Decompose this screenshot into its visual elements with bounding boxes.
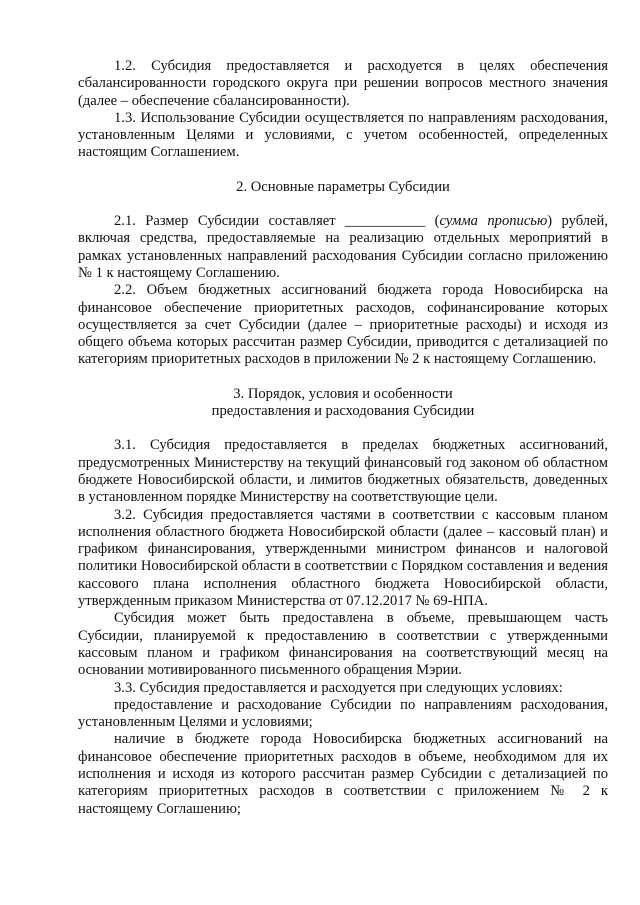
paragraph-1-2: 1.2. Субсидия предоставляется и расходуется в целях обеспечения сбалансированности городского округа при решении вопросов местного значения (далее – обеспечение сбалансированности). [78,58,608,109]
paragraph-2-1 [78,213,608,282]
paragraph-3-1: 3.1. Субсидия предоставляется в пределах бюджетных ассигнований, предусмотренных Министерству на текущий финансовый год законом об областном бюджете Новосибирской области, и лимитов бюджетных обязательств, доведенных в установленном порядке Министерству на соответствующие цели. [78,437,608,506]
paragraph-3-2-b: Субсидия может быть предоставлена в объеме, превышающем часть Субсидии, планируемой к предоставлению в соответствии с утвержденными кассовым планом и графиком финансирования на соответствующий месяц на основании мотивированного письменного обращения Мэрии. [78,610,608,679]
paragraph-3-3-b: наличие в бюджете города Новосибирска бюджетных ассигнований на финансовое обеспечение приоритетных расходов в объеме, необходимом для их исполнения и исходя из которого рассчитан размер Субсидии с детализацией по категориям приоритетных расходов в соответствии с приложением № 2 к настоящему Соглашению; [78,731,608,817]
section-heading-3-line1: 3. Порядок, условия и особенности [233,385,453,402]
paragraph-2-2: 2.2. Объем бюджетных ассигнований бюджета города Новосибирска на финансовое обеспечение приоритетных расходов, софинансирование которых осуществляется за счет Субсидии (далее – приоритетные расходы) и исходя из общего объема которых рассчитан размер Субсидии, приводится с детализацией по категориям приоритетных расходов в приложении № 2 к настоящему Соглашению. [78,282,608,368]
paragraph-1-3: 1.3. Использование Субсидии осуществляется по направлениям расходования, установленным Целями и условиями, с учетом особенностей, определенных настоящим Соглашением. [78,109,608,161]
amount-in-words-hint: сумма прописью [439,213,548,230]
paragraph-3-3: 3.3. Субсидия предоставляется и расходуется при следующих условиях: [114,679,563,696]
paragraph-3-3-a: предоставление и расходование Субсидии по направлениям расходования, установленным Целями и условиями; [78,696,608,731]
paragraph-2-1-end: ) рублей, включая средства, предоставляемые на реализацию отдельных мероприятий в рамках установленных направлений расходования Субсидии согласно приложению № 1 к настоящему Соглашению. [78,213,608,281]
section-heading-3-line2: предоставления и расходования Субсидии [211,403,475,420]
paragraph-2-1-start: 2.1. Размер Субсидии составляет ___________ ( [114,213,440,230]
paragraph-3-2: 3.2. Субсидия предоставляется частями в соответствии с кассовым планом исполнения областного бюджета Новосибирской области (далее – кассовый план) и графиком финансирования, утвержденными министром финансов и налоговой политики Новосибирской области в соответствии с Порядком составления и ведения кассового плана исполнения областного бюджета Новосибирской области, утвержденным приказом Министерства от 07.12.2017 № 69-НПА. [78,506,608,610]
section-heading-2: 2. Основные параметры Субсидии [236,178,450,195]
